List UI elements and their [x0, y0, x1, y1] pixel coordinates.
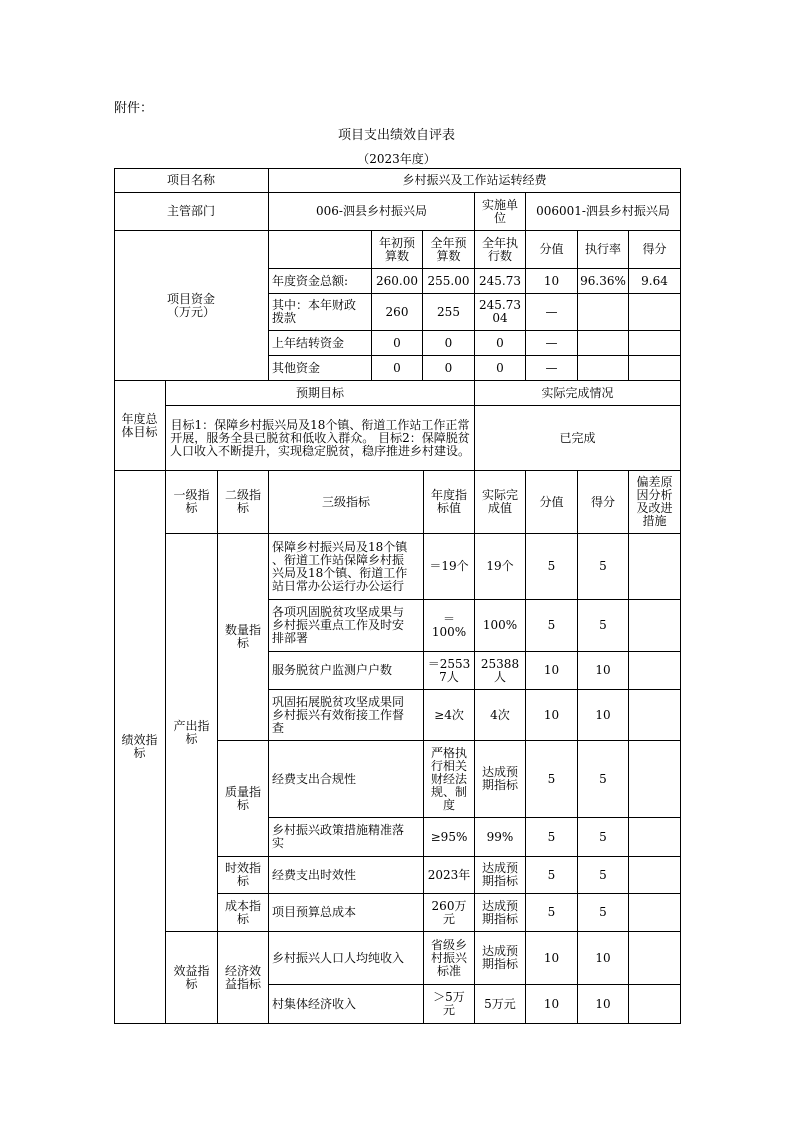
- attachment-label: 附件：: [114, 101, 154, 116]
- perf-header: 年度指 标值: [424, 471, 475, 534]
- indicator-score: 5: [526, 857, 578, 894]
- funds-header: 年初预 算数: [372, 231, 423, 269]
- indicator-got: 5: [578, 818, 629, 857]
- indicator-target: ≥95%: [424, 818, 475, 857]
- funds-cell: 0: [423, 356, 475, 381]
- funds-cell: [578, 331, 629, 356]
- funds-header-blank: [269, 231, 372, 269]
- perf-label: 绩效指 标: [114, 471, 166, 1024]
- funds-cell: —: [526, 331, 578, 356]
- indicator-note: [629, 818, 681, 857]
- funds-cell: 260: [372, 294, 423, 331]
- funds-cell: [578, 356, 629, 381]
- goals-actual-header: 实际完成情况: [475, 381, 681, 406]
- output-indicator-label: 产出指 标: [166, 534, 218, 932]
- funds-cell: 260.00: [372, 269, 423, 294]
- indicator-name: 保障乡村振兴局及18个镇 、衔道工作站保障乡村振 兴局及18个镇、衔道工作 站日常办公运行办公运行: [269, 534, 424, 600]
- funds-cell: 245.73: [475, 269, 526, 294]
- indicator-target: ＝2553 7人: [424, 652, 475, 690]
- funds-cell: 0: [475, 356, 526, 381]
- funds-cell: 10: [526, 269, 578, 294]
- indicator-note: [629, 857, 681, 894]
- indicator-note: [629, 894, 681, 932]
- funds-cell: 255.00: [423, 269, 475, 294]
- form-year: （2023年度）: [357, 152, 436, 166]
- indicator-actual: 99%: [475, 818, 526, 857]
- indicator-score: 10: [526, 932, 578, 985]
- funds-cell: 0: [372, 356, 423, 381]
- indicator-target: 严格执 行相关 财经法 规、制 度: [424, 741, 475, 818]
- project-name-label: 项目名称: [114, 168, 269, 193]
- indicator-note: [629, 741, 681, 818]
- indicator-got: 5: [578, 600, 629, 652]
- funds-cell: 0: [475, 331, 526, 356]
- funds-cell: 96.36%: [578, 269, 629, 294]
- indicator-got: 10: [578, 690, 629, 741]
- funds-cell: [629, 356, 681, 381]
- indicator-note: [629, 985, 681, 1024]
- indicator-got: 5: [578, 857, 629, 894]
- indicator-name: 村集体经济收入: [269, 985, 424, 1024]
- indicator-score: 5: [526, 894, 578, 932]
- indicator-target: ≥4次: [424, 690, 475, 741]
- indicator-score: 5: [526, 818, 578, 857]
- indicator-actual: 19个: [475, 534, 526, 600]
- funds-header: 全年执 行数: [475, 231, 526, 269]
- funds-cell: 255: [423, 294, 475, 331]
- funds-cell: [629, 294, 681, 331]
- indicator-score: 10: [526, 690, 578, 741]
- funds-header: 执行率: [578, 231, 629, 269]
- indicator-name: 各项巩固脱贫攻坚成果与 乡村振兴重点工作及时安 排部署: [269, 600, 424, 652]
- funds-cell: [578, 294, 629, 331]
- funds-cell: 9.64: [629, 269, 681, 294]
- project-name-value: 乡村振兴及工作站运转经费: [269, 168, 681, 193]
- indicator-target: 2023年: [424, 857, 475, 894]
- form-title: 项目支出绩效自评表: [337, 128, 455, 143]
- indicator-score: 10: [526, 652, 578, 690]
- indicator-actual: 25388 人: [475, 652, 526, 690]
- indicator-actual: 达成预 期指标: [475, 894, 526, 932]
- impl-label: 实施单 位: [475, 193, 526, 231]
- funds-label: 项目资金 （万元）: [114, 231, 269, 381]
- perf-header: 二级指 标: [218, 471, 269, 534]
- perf-header: 实际完 成值: [475, 471, 526, 534]
- indicator-score: 5: [526, 600, 578, 652]
- goals-expected-header: 预期目标: [166, 381, 475, 406]
- perf-header: 分值: [526, 471, 578, 534]
- indicator-name: 巩固拓展脱贫攻坚成果同 乡村振兴有效衔接工作督 查: [269, 690, 424, 741]
- funds-cell: 0: [372, 331, 423, 356]
- perf-header: 三级指标: [269, 471, 424, 534]
- funds-row-name: 上年结转资金: [269, 331, 372, 356]
- indicator-actual: 100%: [475, 600, 526, 652]
- goals-expected-text: 目标1：保障乡村振兴局及18个镇、衔道工作站工作正常开展，服务全县已脱贫和低收入群众。 目标2：保障脱贫人口收入不断提升，实现稳定脱贫，稳序推进乡村建设。: [166, 406, 475, 471]
- indicator-got: 5: [578, 894, 629, 932]
- quantity-indicator-label: 数量指 标: [218, 534, 269, 741]
- funds-row-name: 年度资金总额:: [269, 269, 372, 294]
- indicator-target: ＝19个: [424, 534, 475, 600]
- funds-cell: —: [526, 294, 578, 331]
- funds-header: 得分: [629, 231, 681, 269]
- goals-actual-text: 已完成: [475, 406, 681, 471]
- funds-cell: [629, 331, 681, 356]
- indicator-name: 服务脱贫户监测户户数: [269, 652, 424, 690]
- funds-header: 分值: [526, 231, 578, 269]
- indicator-name: 经费支出时效性: [269, 857, 424, 894]
- evaluation-table: [114, 168, 681, 1024]
- funds-header: 全年预 算数: [423, 231, 475, 269]
- perf-header: 偏差原 因分析 及改进 措施: [629, 471, 681, 534]
- cost-indicator-label: 成本指 标: [218, 894, 269, 932]
- indicator-note: [629, 932, 681, 985]
- indicator-got: 10: [578, 652, 629, 690]
- funds-cell: 0: [423, 331, 475, 356]
- perf-header: 得分: [578, 471, 629, 534]
- indicator-score: 5: [526, 741, 578, 818]
- impl-value: 006001-泗县乡村振兴局: [526, 193, 681, 231]
- indicator-actual: 5万元: [475, 985, 526, 1024]
- indicator-target: 省级乡 村振兴 标准: [424, 932, 475, 985]
- indicator-note: [629, 652, 681, 690]
- indicator-score: 10: [526, 985, 578, 1024]
- indicator-got: 5: [578, 741, 629, 818]
- indicator-name: 乡村振兴政策措施精准落 实: [269, 818, 424, 857]
- indicator-name: 乡村振兴人口人均纯收入: [269, 932, 424, 985]
- indicator-name: 经费支出合规性: [269, 741, 424, 818]
- dept-label: 主管部门: [114, 193, 269, 231]
- indicator-target: ＞5万 元: [424, 985, 475, 1024]
- indicator-name: 项目预算总成本: [269, 894, 424, 932]
- indicator-target: ＝100%: [424, 600, 475, 652]
- time-indicator-label: 时效指 标: [218, 857, 269, 894]
- funds-cell: —: [526, 356, 578, 381]
- indicator-actual: 4次: [475, 690, 526, 741]
- indicator-note: [629, 534, 681, 600]
- indicator-got: 10: [578, 932, 629, 985]
- funds-row-name: 其中：本年财政 拨款: [269, 294, 372, 331]
- indicator-actual: 达成预 期指标: [475, 741, 526, 818]
- indicator-actual: 达成预 期指标: [475, 932, 526, 985]
- indicator-score: 5: [526, 534, 578, 600]
- indicator-got: 10: [578, 985, 629, 1024]
- goals-label: 年度总 体目标: [114, 381, 166, 471]
- indicator-actual: 达成预 期指标: [475, 857, 526, 894]
- indicator-got: 5: [578, 534, 629, 600]
- indicator-target: 260万 元: [424, 894, 475, 932]
- dept-value: 006-泗县乡村振兴局: [269, 193, 475, 231]
- perf-header: 一级指 标: [166, 471, 218, 534]
- benefit-indicator-label: 效益指 标: [166, 932, 218, 1024]
- indicator-note: [629, 600, 681, 652]
- quality-indicator-label: 质量指 标: [218, 741, 269, 857]
- funds-row-name: 其他资金: [269, 356, 372, 381]
- economic-benefit-label: 经济效 益指标: [218, 932, 269, 1024]
- indicator-note: [629, 690, 681, 741]
- funds-cell: 245.73 04: [475, 294, 526, 331]
